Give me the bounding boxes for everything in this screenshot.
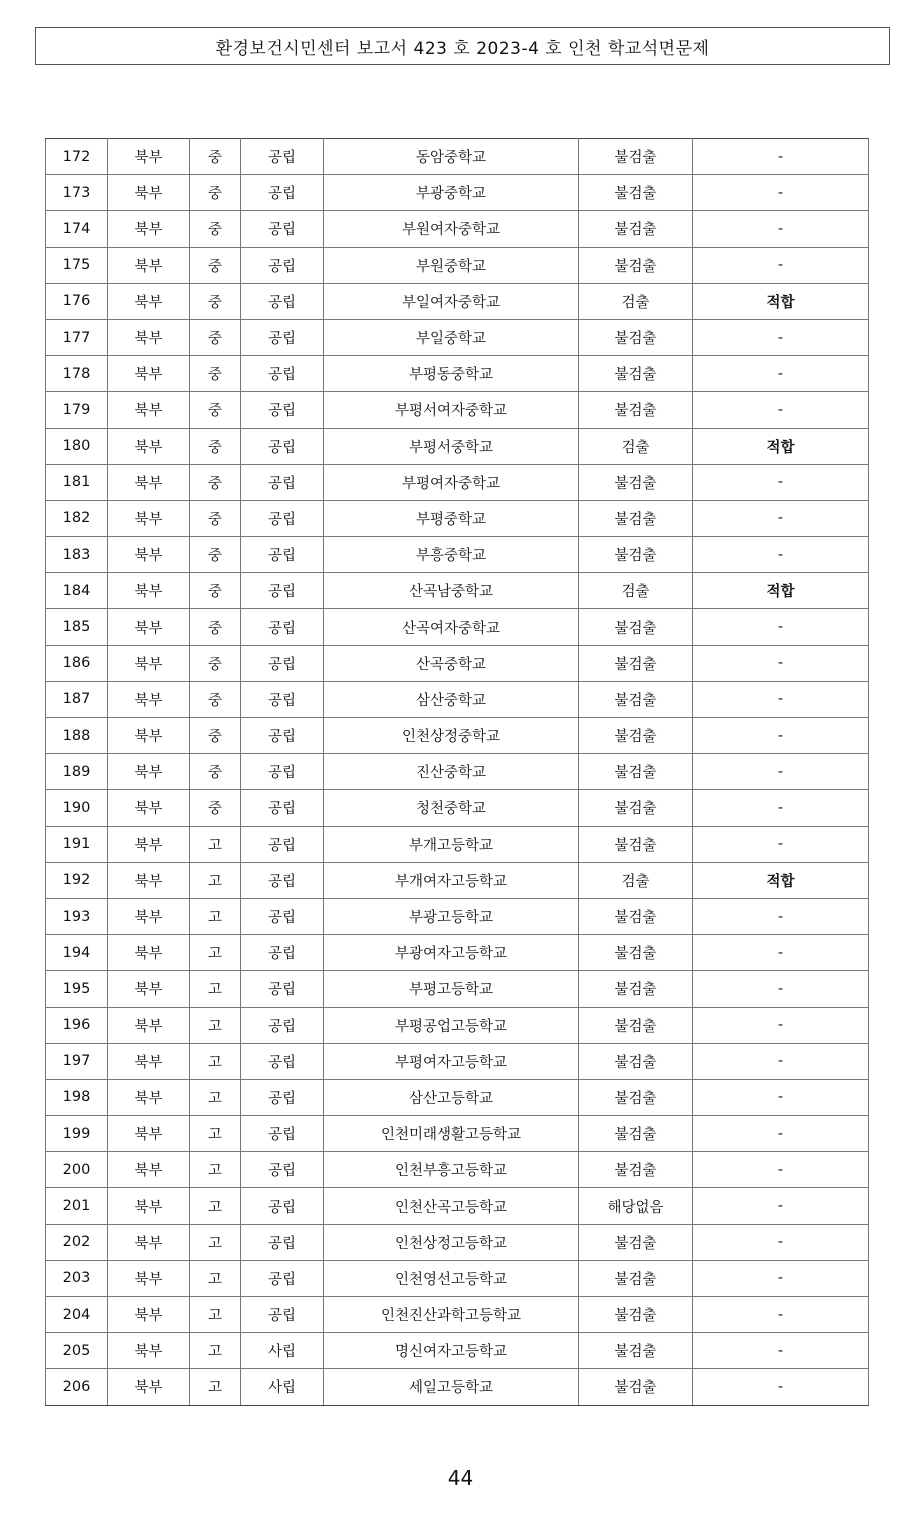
school-type-cell: 공립 [241, 1188, 324, 1224]
school-type-cell: 공립 [241, 573, 324, 609]
region-cell: 북부 [108, 754, 190, 790]
school-type-cell: 공립 [241, 1043, 324, 1079]
school-level-cell: 고 [190, 1043, 241, 1079]
school-name-cell: 부개여자고등학교 [324, 862, 579, 898]
region-cell: 북부 [108, 500, 190, 536]
school-type-cell: 공립 [241, 609, 324, 645]
result-cell: - [693, 211, 869, 247]
result-cell: - [693, 718, 869, 754]
row-number: 188 [46, 718, 108, 754]
school-name-cell: 삼산중학교 [324, 681, 579, 717]
detection-cell: 불검출 [579, 971, 693, 1007]
row-number: 182 [46, 500, 108, 536]
row-number: 204 [46, 1297, 108, 1333]
school-level-cell: 중 [190, 500, 241, 536]
table-row [46, 681, 869, 717]
school-level-cell: 고 [190, 1260, 241, 1296]
school-type-cell: 공립 [241, 283, 324, 319]
school-type-cell: 공립 [241, 898, 324, 934]
school-level-cell: 중 [190, 247, 241, 283]
table-row [46, 826, 869, 862]
school-name-cell: 청천중학교 [324, 790, 579, 826]
school-level-cell: 고 [190, 1007, 241, 1043]
result-cell: - [693, 537, 869, 573]
region-cell: 북부 [108, 1260, 190, 1296]
school-level-cell: 중 [190, 718, 241, 754]
school-type-cell: 사립 [241, 1369, 324, 1405]
row-number: 194 [46, 935, 108, 971]
school-name-cell: 부원중학교 [324, 247, 579, 283]
school-type-cell: 공립 [241, 1116, 324, 1152]
school-name-cell: 인천상정중학교 [324, 718, 579, 754]
region-cell: 북부 [108, 247, 190, 283]
school-name-cell: 명신여자고등학교 [324, 1333, 579, 1369]
school-name-cell: 동암중학교 [324, 139, 579, 175]
result-cell: - [693, 319, 869, 355]
result-cell: - [693, 790, 869, 826]
school-name-cell: 산곡여자중학교 [324, 609, 579, 645]
detection-cell: 불검출 [579, 1369, 693, 1405]
region-cell: 북부 [108, 428, 190, 464]
table-row [46, 1333, 869, 1369]
row-number: 200 [46, 1152, 108, 1188]
table-row [46, 356, 869, 392]
row-number: 181 [46, 464, 108, 500]
result-cell: - [693, 1116, 869, 1152]
school-type-cell: 공립 [241, 500, 324, 536]
school-level-cell: 고 [190, 1224, 241, 1260]
school-level-cell: 고 [190, 1079, 241, 1115]
result-cell: - [693, 1152, 869, 1188]
row-number: 179 [46, 392, 108, 428]
school-type-cell: 공립 [241, 175, 324, 211]
school-level-cell: 고 [190, 1333, 241, 1369]
detection-cell: 불검출 [579, 790, 693, 826]
report-header [35, 27, 890, 65]
row-number: 173 [46, 175, 108, 211]
detection-cell: 불검출 [579, 1297, 693, 1333]
school-name-cell: 부평중학교 [324, 500, 579, 536]
region-cell: 북부 [108, 898, 190, 934]
region-cell: 북부 [108, 609, 190, 645]
school-level-cell: 중 [190, 464, 241, 500]
table-row [46, 898, 869, 934]
detection-cell: 불검출 [579, 1333, 693, 1369]
detection-cell: 불검출 [579, 211, 693, 247]
region-cell: 북부 [108, 356, 190, 392]
result-cell: - [693, 645, 869, 681]
region-cell: 북부 [108, 1369, 190, 1405]
region-cell: 북부 [108, 1297, 190, 1333]
school-type-cell: 공립 [241, 754, 324, 790]
result-cell: - [693, 681, 869, 717]
region-cell: 북부 [108, 175, 190, 211]
school-level-cell: 중 [190, 356, 241, 392]
result-cell: - [693, 826, 869, 862]
school-level-cell: 중 [190, 537, 241, 573]
table-row [46, 500, 869, 536]
school-name-cell: 인천진산과학고등학교 [324, 1297, 579, 1333]
school-name-cell: 부평여자고등학교 [324, 1043, 579, 1079]
detection-cell: 검출 [579, 573, 693, 609]
table-row [46, 790, 869, 826]
school-level-cell: 중 [190, 211, 241, 247]
school-type-cell: 공립 [241, 537, 324, 573]
detection-cell: 불검출 [579, 754, 693, 790]
region-cell: 북부 [108, 681, 190, 717]
table-row [46, 935, 869, 971]
school-name-cell: 인천미래생활고등학교 [324, 1116, 579, 1152]
school-level-cell: 고 [190, 971, 241, 1007]
row-number: 201 [46, 1188, 108, 1224]
region-cell: 북부 [108, 935, 190, 971]
region-cell: 북부 [108, 283, 190, 319]
table-row [46, 537, 869, 573]
result-cell: - [693, 392, 869, 428]
table-row [46, 247, 869, 283]
school-name-cell: 부평서중학교 [324, 428, 579, 464]
school-name-cell: 세일고등학교 [324, 1369, 579, 1405]
region-cell: 북부 [108, 645, 190, 681]
row-number: 202 [46, 1224, 108, 1260]
result-cell: 적합 [693, 862, 869, 898]
school-level-cell: 중 [190, 645, 241, 681]
result-cell: - [693, 1297, 869, 1333]
detection-cell: 불검출 [579, 1260, 693, 1296]
school-name-cell: 부평동중학교 [324, 356, 579, 392]
detection-cell: 불검출 [579, 935, 693, 971]
row-number: 186 [46, 645, 108, 681]
row-number: 175 [46, 247, 108, 283]
school-name-cell: 산곡남중학교 [324, 573, 579, 609]
school-type-cell: 공립 [241, 826, 324, 862]
row-number: 172 [46, 139, 108, 175]
table-row [46, 754, 869, 790]
school-name-cell: 인천영선고등학교 [324, 1260, 579, 1296]
school-name-cell: 진산중학교 [324, 754, 579, 790]
row-number: 191 [46, 826, 108, 862]
table-row [46, 971, 869, 1007]
school-level-cell: 고 [190, 1297, 241, 1333]
school-type-cell: 공립 [241, 681, 324, 717]
school-level-cell: 고 [190, 1369, 241, 1405]
school-name-cell: 부일중학교 [324, 319, 579, 355]
region-cell: 북부 [108, 319, 190, 355]
row-number: 178 [46, 356, 108, 392]
school-type-cell: 공립 [241, 428, 324, 464]
detection-cell: 불검출 [579, 537, 693, 573]
school-type-cell: 공립 [241, 211, 324, 247]
result-cell: - [693, 1007, 869, 1043]
table-row [46, 1297, 869, 1333]
table-row [46, 1043, 869, 1079]
row-number: 192 [46, 862, 108, 898]
region-cell: 북부 [108, 464, 190, 500]
table-row [46, 1369, 869, 1405]
table-row [46, 1188, 869, 1224]
school-level-cell: 중 [190, 175, 241, 211]
table-row [46, 139, 869, 175]
region-cell: 북부 [108, 1152, 190, 1188]
region-cell: 북부 [108, 211, 190, 247]
table-row [46, 1260, 869, 1296]
row-number: 203 [46, 1260, 108, 1296]
school-type-cell: 공립 [241, 356, 324, 392]
page-number: 44 [447, 1466, 474, 1490]
result-cell: - [693, 1260, 869, 1296]
result-cell: - [693, 1369, 869, 1405]
region-cell: 북부 [108, 1043, 190, 1079]
detection-cell: 불검출 [579, 464, 693, 500]
school-type-cell: 공립 [241, 1297, 324, 1333]
table-row [46, 1079, 869, 1115]
school-level-cell: 중 [190, 139, 241, 175]
table-row [46, 1007, 869, 1043]
school-type-cell: 공립 [241, 1079, 324, 1115]
school-level-cell: 중 [190, 754, 241, 790]
detection-cell: 검출 [579, 283, 693, 319]
result-cell: 적합 [693, 428, 869, 464]
detection-cell: 불검출 [579, 898, 693, 934]
school-type-cell: 사립 [241, 1333, 324, 1369]
row-number: 195 [46, 971, 108, 1007]
row-number: 177 [46, 319, 108, 355]
detection-cell: 불검출 [579, 392, 693, 428]
table-row [46, 573, 869, 609]
school-name-cell: 인천부흥고등학교 [324, 1152, 579, 1188]
table-row [46, 1152, 869, 1188]
detection-cell: 불검출 [579, 1007, 693, 1043]
detection-cell: 불검출 [579, 139, 693, 175]
school-name-cell: 인천상정고등학교 [324, 1224, 579, 1260]
school-name-cell: 부평서여자중학교 [324, 392, 579, 428]
detection-cell: 검출 [579, 428, 693, 464]
school-level-cell: 고 [190, 862, 241, 898]
table-row [46, 464, 869, 500]
school-level-cell: 중 [190, 428, 241, 464]
school-type-cell: 공립 [241, 1007, 324, 1043]
school-type-cell: 공립 [241, 392, 324, 428]
school-level-cell: 중 [190, 681, 241, 717]
region-cell: 북부 [108, 862, 190, 898]
report-title: 환경보건시민센터 보고서 423 호 2023-4 호 인천 학교석면문제 [215, 38, 710, 59]
row-number: 187 [46, 681, 108, 717]
result-cell: - [693, 175, 869, 211]
table-row [46, 428, 869, 464]
school-level-cell: 고 [190, 935, 241, 971]
school-type-cell: 공립 [241, 1260, 324, 1296]
result-cell: - [693, 1224, 869, 1260]
row-number: 196 [46, 1007, 108, 1043]
school-type-cell: 공립 [241, 319, 324, 355]
school-name-cell: 부광고등학교 [324, 898, 579, 934]
row-number: 174 [46, 211, 108, 247]
school-level-cell: 중 [190, 790, 241, 826]
result-cell: - [693, 1333, 869, 1369]
school-name-cell: 부개고등학교 [324, 826, 579, 862]
row-number: 198 [46, 1079, 108, 1115]
school-type-cell: 공립 [241, 247, 324, 283]
region-cell: 북부 [108, 1333, 190, 1369]
table-row [46, 862, 869, 898]
school-level-cell: 중 [190, 392, 241, 428]
detection-cell: 불검출 [579, 247, 693, 283]
detection-cell: 검출 [579, 862, 693, 898]
result-cell: - [693, 464, 869, 500]
table-row [46, 211, 869, 247]
row-number: 180 [46, 428, 108, 464]
detection-cell: 불검출 [579, 356, 693, 392]
row-number: 205 [46, 1333, 108, 1369]
row-number: 193 [46, 898, 108, 934]
detection-cell: 불검출 [579, 609, 693, 645]
school-name-cell: 산곡중학교 [324, 645, 579, 681]
table-row [46, 1116, 869, 1152]
school-type-cell: 공립 [241, 862, 324, 898]
result-cell: - [693, 1188, 869, 1224]
school-name-cell: 인천산곡고등학교 [324, 1188, 579, 1224]
school-type-cell: 공립 [241, 718, 324, 754]
row-number: 190 [46, 790, 108, 826]
row-number: 206 [46, 1369, 108, 1405]
region-cell: 북부 [108, 790, 190, 826]
row-number: 184 [46, 573, 108, 609]
table-row [46, 319, 869, 355]
detection-cell: 불검출 [579, 826, 693, 862]
school-name-cell: 삼산고등학교 [324, 1079, 579, 1115]
school-type-cell: 공립 [241, 935, 324, 971]
row-number: 189 [46, 754, 108, 790]
table-row [46, 392, 869, 428]
region-cell: 북부 [108, 1116, 190, 1152]
region-cell: 북부 [108, 1224, 190, 1260]
school-type-cell: 공립 [241, 971, 324, 1007]
row-number: 197 [46, 1043, 108, 1079]
region-cell: 북부 [108, 718, 190, 754]
result-cell: - [693, 139, 869, 175]
school-type-cell: 공립 [241, 645, 324, 681]
school-type-cell: 공립 [241, 1152, 324, 1188]
detection-cell: 불검출 [579, 681, 693, 717]
row-number: 185 [46, 609, 108, 645]
result-cell: - [693, 1043, 869, 1079]
table-row [46, 1224, 869, 1260]
school-level-cell: 고 [190, 898, 241, 934]
detection-cell: 불검출 [579, 718, 693, 754]
detection-cell: 해당없음 [579, 1188, 693, 1224]
detection-cell: 불검출 [579, 1043, 693, 1079]
school-name-cell: 부흥중학교 [324, 537, 579, 573]
result-cell: - [693, 935, 869, 971]
result-cell: - [693, 898, 869, 934]
region-cell: 북부 [108, 537, 190, 573]
row-number: 183 [46, 537, 108, 573]
school-name-cell: 부평여자중학교 [324, 464, 579, 500]
school-level-cell: 고 [190, 826, 241, 862]
result-cell: 적합 [693, 283, 869, 319]
result-cell: - [693, 754, 869, 790]
region-cell: 북부 [108, 1188, 190, 1224]
region-cell: 북부 [108, 573, 190, 609]
school-asbestos-table [45, 138, 869, 1406]
region-cell: 북부 [108, 971, 190, 1007]
table-row [46, 175, 869, 211]
table-row [46, 718, 869, 754]
school-name-cell: 부평공업고등학교 [324, 1007, 579, 1043]
school-level-cell: 중 [190, 319, 241, 355]
school-type-cell: 공립 [241, 1224, 324, 1260]
school-type-cell: 공립 [241, 464, 324, 500]
school-type-cell: 공립 [241, 139, 324, 175]
detection-cell: 불검출 [579, 645, 693, 681]
table-row [46, 609, 869, 645]
school-type-cell: 공립 [241, 790, 324, 826]
table-body [46, 139, 869, 1406]
school-level-cell: 중 [190, 573, 241, 609]
school-name-cell: 부광여자고등학교 [324, 935, 579, 971]
table-row [46, 645, 869, 681]
result-cell: - [693, 971, 869, 1007]
detection-cell: 불검출 [579, 1116, 693, 1152]
row-number: 199 [46, 1116, 108, 1152]
region-cell: 북부 [108, 826, 190, 862]
school-name-cell: 부원여자중학교 [324, 211, 579, 247]
detection-cell: 불검출 [579, 319, 693, 355]
result-cell: 적합 [693, 573, 869, 609]
row-number: 176 [46, 283, 108, 319]
school-level-cell: 중 [190, 609, 241, 645]
detection-cell: 불검출 [579, 1079, 693, 1115]
region-cell: 북부 [108, 1079, 190, 1115]
school-name-cell: 부일여자중학교 [324, 283, 579, 319]
detection-cell: 불검출 [579, 500, 693, 536]
result-cell: - [693, 609, 869, 645]
table-row [46, 283, 869, 319]
result-cell: - [693, 500, 869, 536]
school-level-cell: 고 [190, 1116, 241, 1152]
result-cell: - [693, 247, 869, 283]
detection-cell: 불검출 [579, 1152, 693, 1188]
result-cell: - [693, 1079, 869, 1115]
detection-cell: 불검출 [579, 1224, 693, 1260]
region-cell: 북부 [108, 139, 190, 175]
school-level-cell: 고 [190, 1152, 241, 1188]
school-level-cell: 고 [190, 1188, 241, 1224]
region-cell: 북부 [108, 392, 190, 428]
detection-cell: 불검출 [579, 175, 693, 211]
school-level-cell: 중 [190, 283, 241, 319]
region-cell: 북부 [108, 1007, 190, 1043]
school-name-cell: 부광중학교 [324, 175, 579, 211]
result-cell: - [693, 356, 869, 392]
school-name-cell: 부평고등학교 [324, 971, 579, 1007]
